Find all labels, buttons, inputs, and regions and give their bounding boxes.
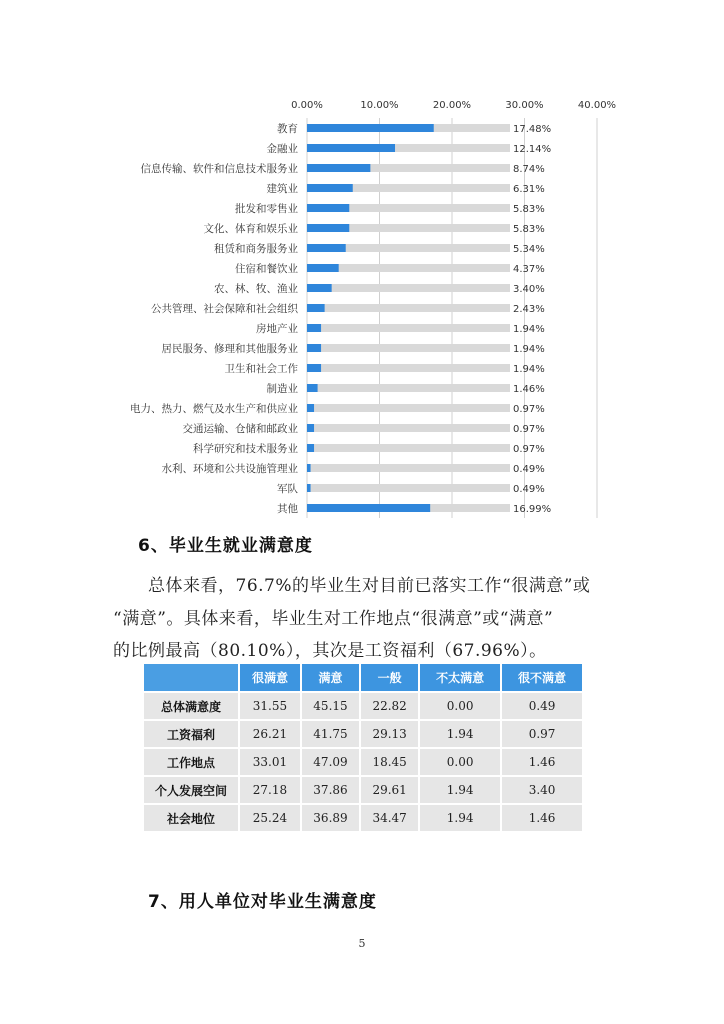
table-cell: 45.15 — [302, 693, 359, 719]
data-label: 1.94% — [513, 324, 545, 335]
bar-track — [307, 304, 510, 312]
data-label: 0.97% — [513, 444, 545, 455]
data-label: 16.99% — [513, 504, 552, 515]
bar — [307, 224, 349, 232]
table-cell: 27.18 — [240, 777, 300, 803]
category-label: 公共管理、社会保障和社会组织 — [151, 303, 298, 315]
category-label: 文化、体育和娱乐业 — [203, 223, 298, 235]
section6-paragraph-line2: “满意”。具体来看，毕业生对工作地点“很满意”或“满意” — [113, 609, 554, 629]
bar-track — [307, 464, 510, 472]
satisfaction-table — [142, 662, 584, 833]
bar — [307, 364, 321, 372]
bar-track — [307, 344, 510, 352]
category-label: 房地产业 — [256, 323, 298, 335]
table-cell: 47.09 — [302, 749, 359, 775]
data-label: 17.48% — [513, 124, 552, 135]
x-tick-label: 20.00% — [432, 100, 472, 111]
section6-heading: 6、毕业生就业满意度 — [138, 536, 313, 556]
data-label: 0.97% — [513, 404, 545, 415]
table-cell: 0.00 — [420, 749, 500, 775]
bar — [307, 324, 321, 332]
bar — [307, 384, 318, 392]
bar-track — [307, 424, 510, 432]
x-tick-label: 10.00% — [360, 100, 399, 111]
table-cell: 29.13 — [361, 721, 418, 747]
bar-track — [307, 284, 510, 292]
table-cell: 1.94 — [420, 721, 500, 747]
bar — [307, 204, 349, 212]
row-label: 总体满意度 — [144, 693, 238, 719]
category-label: 科学研究和技术服务业 — [193, 443, 298, 455]
data-label: 0.49% — [513, 484, 545, 495]
table-cell: 29.61 — [361, 777, 418, 803]
section6-paragraph-line3: 的比例最高（80.10%），其次是工资福利（67.96%）。 — [113, 641, 547, 661]
section6-paragraph-line1: 总体来看，76.7%的毕业生对目前已落实工作“很满意”或 — [148, 576, 591, 596]
x-tick-label: 40.00% — [577, 100, 617, 111]
table-cell: 25.24 — [240, 805, 300, 831]
data-label: 2.43% — [513, 304, 545, 315]
header-very-unsatisfied: 很不满意 — [502, 664, 582, 691]
category-label: 农、林、牧、渔业 — [214, 283, 298, 295]
table-row — [144, 805, 582, 831]
table-cell: 0.49 — [502, 693, 582, 719]
x-tick-label: 0.00% — [291, 100, 323, 111]
bar — [307, 284, 332, 292]
bar-track — [307, 444, 510, 452]
table-cell: 37.86 — [302, 777, 359, 803]
table-cell: 3.40 — [502, 777, 582, 803]
bar — [307, 464, 311, 472]
bar — [307, 264, 339, 272]
table-cell: 41.75 — [302, 721, 359, 747]
row-label: 工资福利 — [144, 721, 238, 747]
bar — [307, 424, 314, 432]
category-label: 教育 — [277, 123, 298, 135]
table-cell: 0.00 — [420, 693, 500, 719]
data-label: 0.49% — [513, 464, 545, 475]
data-label: 1.46% — [513, 384, 545, 395]
data-label: 0.97% — [513, 424, 545, 435]
table-cell: 1.94 — [420, 777, 500, 803]
table-cell: 18.45 — [361, 749, 418, 775]
table-cell: 26.21 — [240, 721, 300, 747]
category-label: 电力、热力、燃气及水生产和供应业 — [130, 403, 298, 415]
bar — [307, 304, 325, 312]
table-row — [144, 777, 582, 803]
bar — [307, 404, 314, 412]
x-tick-label: 30.00% — [505, 100, 544, 111]
table-row — [144, 721, 582, 747]
bar — [307, 164, 370, 172]
category-label: 交通运输、仓储和邮政业 — [182, 423, 298, 435]
bar-track — [307, 324, 510, 332]
category-label: 住宿和餐饮业 — [235, 263, 298, 275]
data-label: 1.94% — [513, 344, 545, 355]
row-label: 社会地位 — [144, 805, 238, 831]
data-label: 5.83% — [513, 224, 545, 235]
table-header-row — [144, 664, 582, 691]
table-cell: 33.01 — [240, 749, 300, 775]
bar — [307, 244, 346, 252]
row-label: 工作地点 — [144, 749, 238, 775]
bar — [307, 444, 314, 452]
category-label: 租赁和商务服务业 — [214, 243, 298, 255]
category-label: 其他 — [277, 503, 298, 515]
table-cell: 36.89 — [302, 805, 359, 831]
bar — [307, 144, 395, 152]
category-label: 批发和零售业 — [235, 203, 298, 215]
header-satisfied: 满意 — [302, 664, 359, 691]
data-label: 12.14% — [513, 144, 552, 155]
table-cell: 31.55 — [240, 693, 300, 719]
row-label: 个人发展空间 — [144, 777, 238, 803]
page-number: 5 — [358, 937, 366, 950]
header-neutral: 一般 — [361, 664, 418, 691]
data-label: 5.83% — [513, 204, 545, 215]
bar — [307, 484, 311, 492]
bar — [307, 184, 353, 192]
data-label: 3.40% — [513, 284, 545, 295]
table-row — [144, 693, 582, 719]
category-label: 卫生和社会工作 — [224, 363, 298, 375]
table-cell: 0.97 — [502, 721, 582, 747]
table-cell: 22.82 — [361, 693, 418, 719]
header-not-very-satisfied: 不太满意 — [420, 664, 500, 691]
category-label: 军队 — [277, 483, 298, 495]
category-label: 居民服务、修理和其他服务业 — [161, 343, 298, 355]
category-label: 金融业 — [266, 143, 298, 155]
bar — [307, 124, 434, 132]
data-label: 8.74% — [513, 164, 545, 175]
data-label: 5.34% — [513, 244, 545, 255]
bar-track — [307, 384, 510, 392]
table-cell: 1.94 — [420, 805, 500, 831]
section7-heading: 7、用人单位对毕业生满意度 — [148, 892, 377, 912]
table-cell: 34.47 — [361, 805, 418, 831]
table-corner-cell — [144, 664, 238, 691]
category-label: 建筑业 — [266, 183, 298, 195]
data-label: 1.94% — [513, 364, 545, 375]
bar-track — [307, 404, 510, 412]
bar — [307, 344, 321, 352]
category-label: 水利、环境和公共设施管理业 — [161, 463, 298, 475]
header-very-satisfied: 很满意 — [240, 664, 300, 691]
data-label: 4.37% — [513, 264, 545, 275]
table-row — [144, 749, 582, 775]
data-label: 6.31% — [513, 184, 545, 195]
bar — [307, 504, 430, 512]
table-cell: 1.46 — [502, 805, 582, 831]
category-label: 制造业 — [266, 383, 298, 395]
bar-track — [307, 484, 510, 492]
bar-track — [307, 364, 510, 372]
category-label: 信息传输、软件和信息技术服务业 — [140, 163, 298, 175]
table-cell: 1.46 — [502, 749, 582, 775]
